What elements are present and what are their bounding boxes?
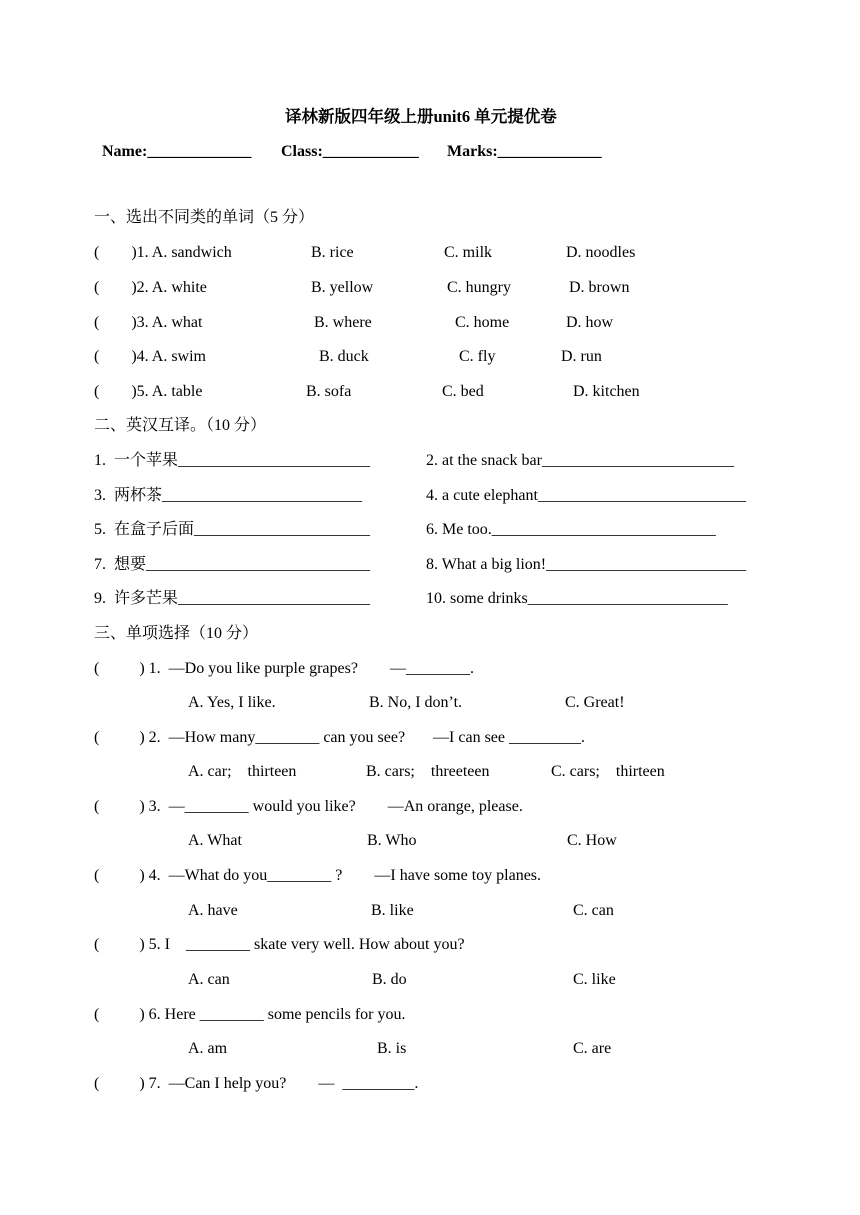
- p1-q5-d: D. kitchen: [573, 383, 640, 400]
- p1-q3-b: B. where: [314, 314, 372, 331]
- p2-item-7: 7. 想要____________________________: [94, 556, 371, 573]
- p3-q1: ( ) 1. —Do you like purple grapes? —________.: [94, 660, 474, 677]
- p3-q2: ( ) 2. —How many________ can you see? —I can see _________.: [94, 729, 586, 746]
- p3-q3-b: B. Who: [367, 832, 417, 849]
- p1-q1: ( )1. A. sandwich: [94, 244, 232, 261]
- p1-q5-b: B. sofa: [306, 383, 352, 400]
- marks-field: Marks:_____________: [447, 143, 602, 160]
- p2-item-10: 10. some drinks_________________________: [426, 590, 728, 607]
- p3-q3-a: A. What: [188, 832, 242, 849]
- p3-q1-c: C. Great!: [565, 694, 625, 711]
- name-field: Name:_____________: [102, 143, 252, 160]
- p1-q3-d: D. how: [566, 314, 614, 331]
- p1-q4-c: C. fly: [459, 348, 496, 365]
- p1-q3: ( )3. A. what: [94, 314, 203, 331]
- section-heading-2: 二、英汉互译。（10 分）: [94, 417, 267, 434]
- p3-q6: ( ) 6. Here ________ some pencils for you.: [94, 1006, 406, 1023]
- p3-q6-a: A. am: [188, 1040, 228, 1057]
- p1-q4: ( )4. A. swim: [94, 348, 206, 365]
- p2-item-3: 3. 两杯茶_________________________: [94, 487, 363, 504]
- p3-q4-a: A. have: [188, 902, 238, 919]
- p1-q2-b: B. yellow: [311, 279, 374, 296]
- p3-q2-a: A. car; thirteen: [188, 763, 297, 780]
- p2-item-4: 4. a cute elephant__________________________: [426, 487, 746, 504]
- p1-q3-c: C. home: [455, 314, 510, 331]
- p1-q2-d: D. brown: [569, 279, 630, 296]
- p3-q5-c: C. like: [573, 971, 616, 988]
- p1-q1-d: D. noodles: [566, 244, 636, 261]
- page-title: 译林新版四年级上册unit6 单元提优卷: [285, 107, 557, 126]
- p1-q1-b: B. rice: [311, 244, 354, 261]
- p3-q5-b: B. do: [372, 971, 407, 988]
- p3-q3: ( ) 3. —________ would you like? —An orange, please.: [94, 798, 523, 815]
- p3-q2-c: C. cars; thirteen: [551, 763, 665, 780]
- p3-q1-a: A. Yes, I like.: [188, 694, 276, 711]
- p1-q2-c: C. hungry: [447, 279, 511, 296]
- section-heading-1: 一、选出不同类的单词（5 分）: [94, 209, 315, 226]
- p2-item-1: 1. 一个苹果________________________: [94, 452, 371, 469]
- p3-q3-c: C. How: [567, 832, 617, 849]
- p3-q2-b: B. cars; threeteen: [366, 763, 490, 780]
- p3-q7: ( ) 7. —Can I help you? — _________.: [94, 1075, 419, 1092]
- p2-item-8: 8. What a big lion!_________________________: [426, 556, 747, 573]
- p3-q6-b: B. is: [377, 1040, 407, 1057]
- p1-q4-d: D. run: [561, 348, 602, 365]
- p2-item-5: 5. 在盒子后面______________________: [94, 521, 371, 538]
- p3-q5-a: A. can: [188, 971, 230, 988]
- p3-q5: ( ) 5. I ________ skate very well. How about you?: [94, 936, 465, 953]
- p3-q6-c: C. are: [573, 1040, 612, 1057]
- p3-q4-c: C. can: [573, 902, 614, 919]
- p1-q5: ( )5. A. table: [94, 383, 203, 400]
- p1-q5-c: C. bed: [442, 383, 484, 400]
- p3-q4: ( ) 4. —What do you________ ? —I have some toy planes.: [94, 867, 542, 884]
- p1-q4-b: B. duck: [319, 348, 369, 365]
- p1-q2: ( )2. A. white: [94, 279, 207, 296]
- p3-q1-b: B. No, I don’t.: [369, 694, 463, 711]
- p2-item-6: 6. Me too.____________________________: [426, 521, 716, 538]
- p1-q1-c: C. milk: [444, 244, 493, 261]
- p2-item-9: 9. 许多芒果________________________: [94, 590, 371, 607]
- class-field: Class:____________: [281, 143, 419, 160]
- p3-q4-b: B. like: [371, 902, 414, 919]
- section-heading-3: 三、单项选择（10 分）: [94, 625, 259, 642]
- p2-item-2: 2. at the snack bar________________________: [426, 452, 734, 469]
